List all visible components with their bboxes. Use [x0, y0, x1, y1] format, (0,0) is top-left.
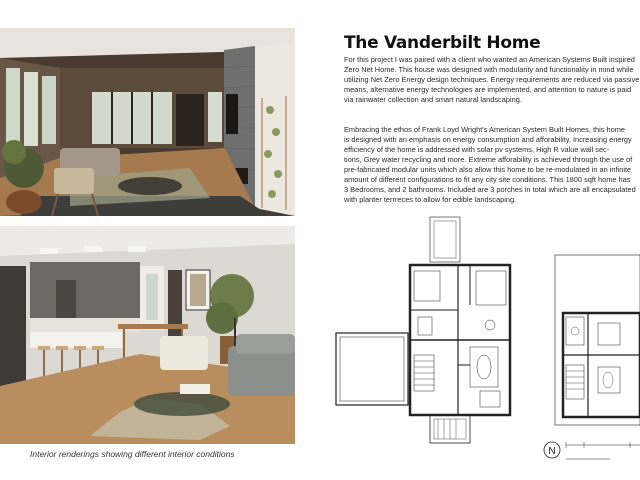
design-ethos-paragraph	[344, 125, 640, 205]
kitchen-living-rendering	[0, 226, 295, 444]
living-room-rendering	[0, 28, 295, 216]
text-line: via rainwater collection and smart natural landscaping.	[344, 95, 522, 104]
text-line: amount of different configurations to fit any city site conditions. This 1800 sqft home has	[344, 175, 631, 184]
north-label: N	[548, 446, 556, 457]
upper-floor-plan	[555, 255, 640, 425]
ground-floor-plan	[336, 217, 510, 443]
text-line: For this project I was paired with a client who wanted an American Systems Built inspired	[344, 55, 635, 64]
dimension-line	[566, 442, 640, 459]
text-line: Embracing the ethos of Frank Loyd Wright's American System Built Homes, this home	[344, 125, 626, 134]
text-line: Zero Net Home. This house was designed with modularity and functionality in mind while	[344, 65, 634, 74]
text-line: is designed with an emphasis on energy consumption and afforability. Increasing energy	[344, 135, 632, 144]
text-line: efficiency of the home is addressed with solar pv systems, High R value wall sec-	[344, 145, 610, 154]
floor-plans	[330, 215, 640, 480]
renderings-caption: Interior renderings showing different interior conditions	[30, 449, 235, 459]
text-line: tions, Grey water recycling and more. Extreme afforability is achieved through the use of	[344, 155, 633, 164]
project-description-paragraph	[344, 55, 640, 105]
text-line: utilizing Net Zero Energy design techniques. Energy requirements are reduced via passive	[344, 75, 640, 84]
text-line: means, alternative energy technologies are implemented, and attention to nature is paid	[344, 85, 632, 94]
north-arrow-icon	[544, 442, 560, 458]
text-line: pre-fabricated modular units which also allow this home to be re-modulated in an infinite	[344, 165, 632, 174]
text-line: with planter terrreces to allow for edible landscaping.	[344, 195, 517, 204]
page-title: The Vanderbilt Home	[344, 33, 541, 53]
text-line: 3 Bedrooms, and 2 bathrooms. Included are 3 porches in total which are all encapsulated	[344, 185, 636, 194]
